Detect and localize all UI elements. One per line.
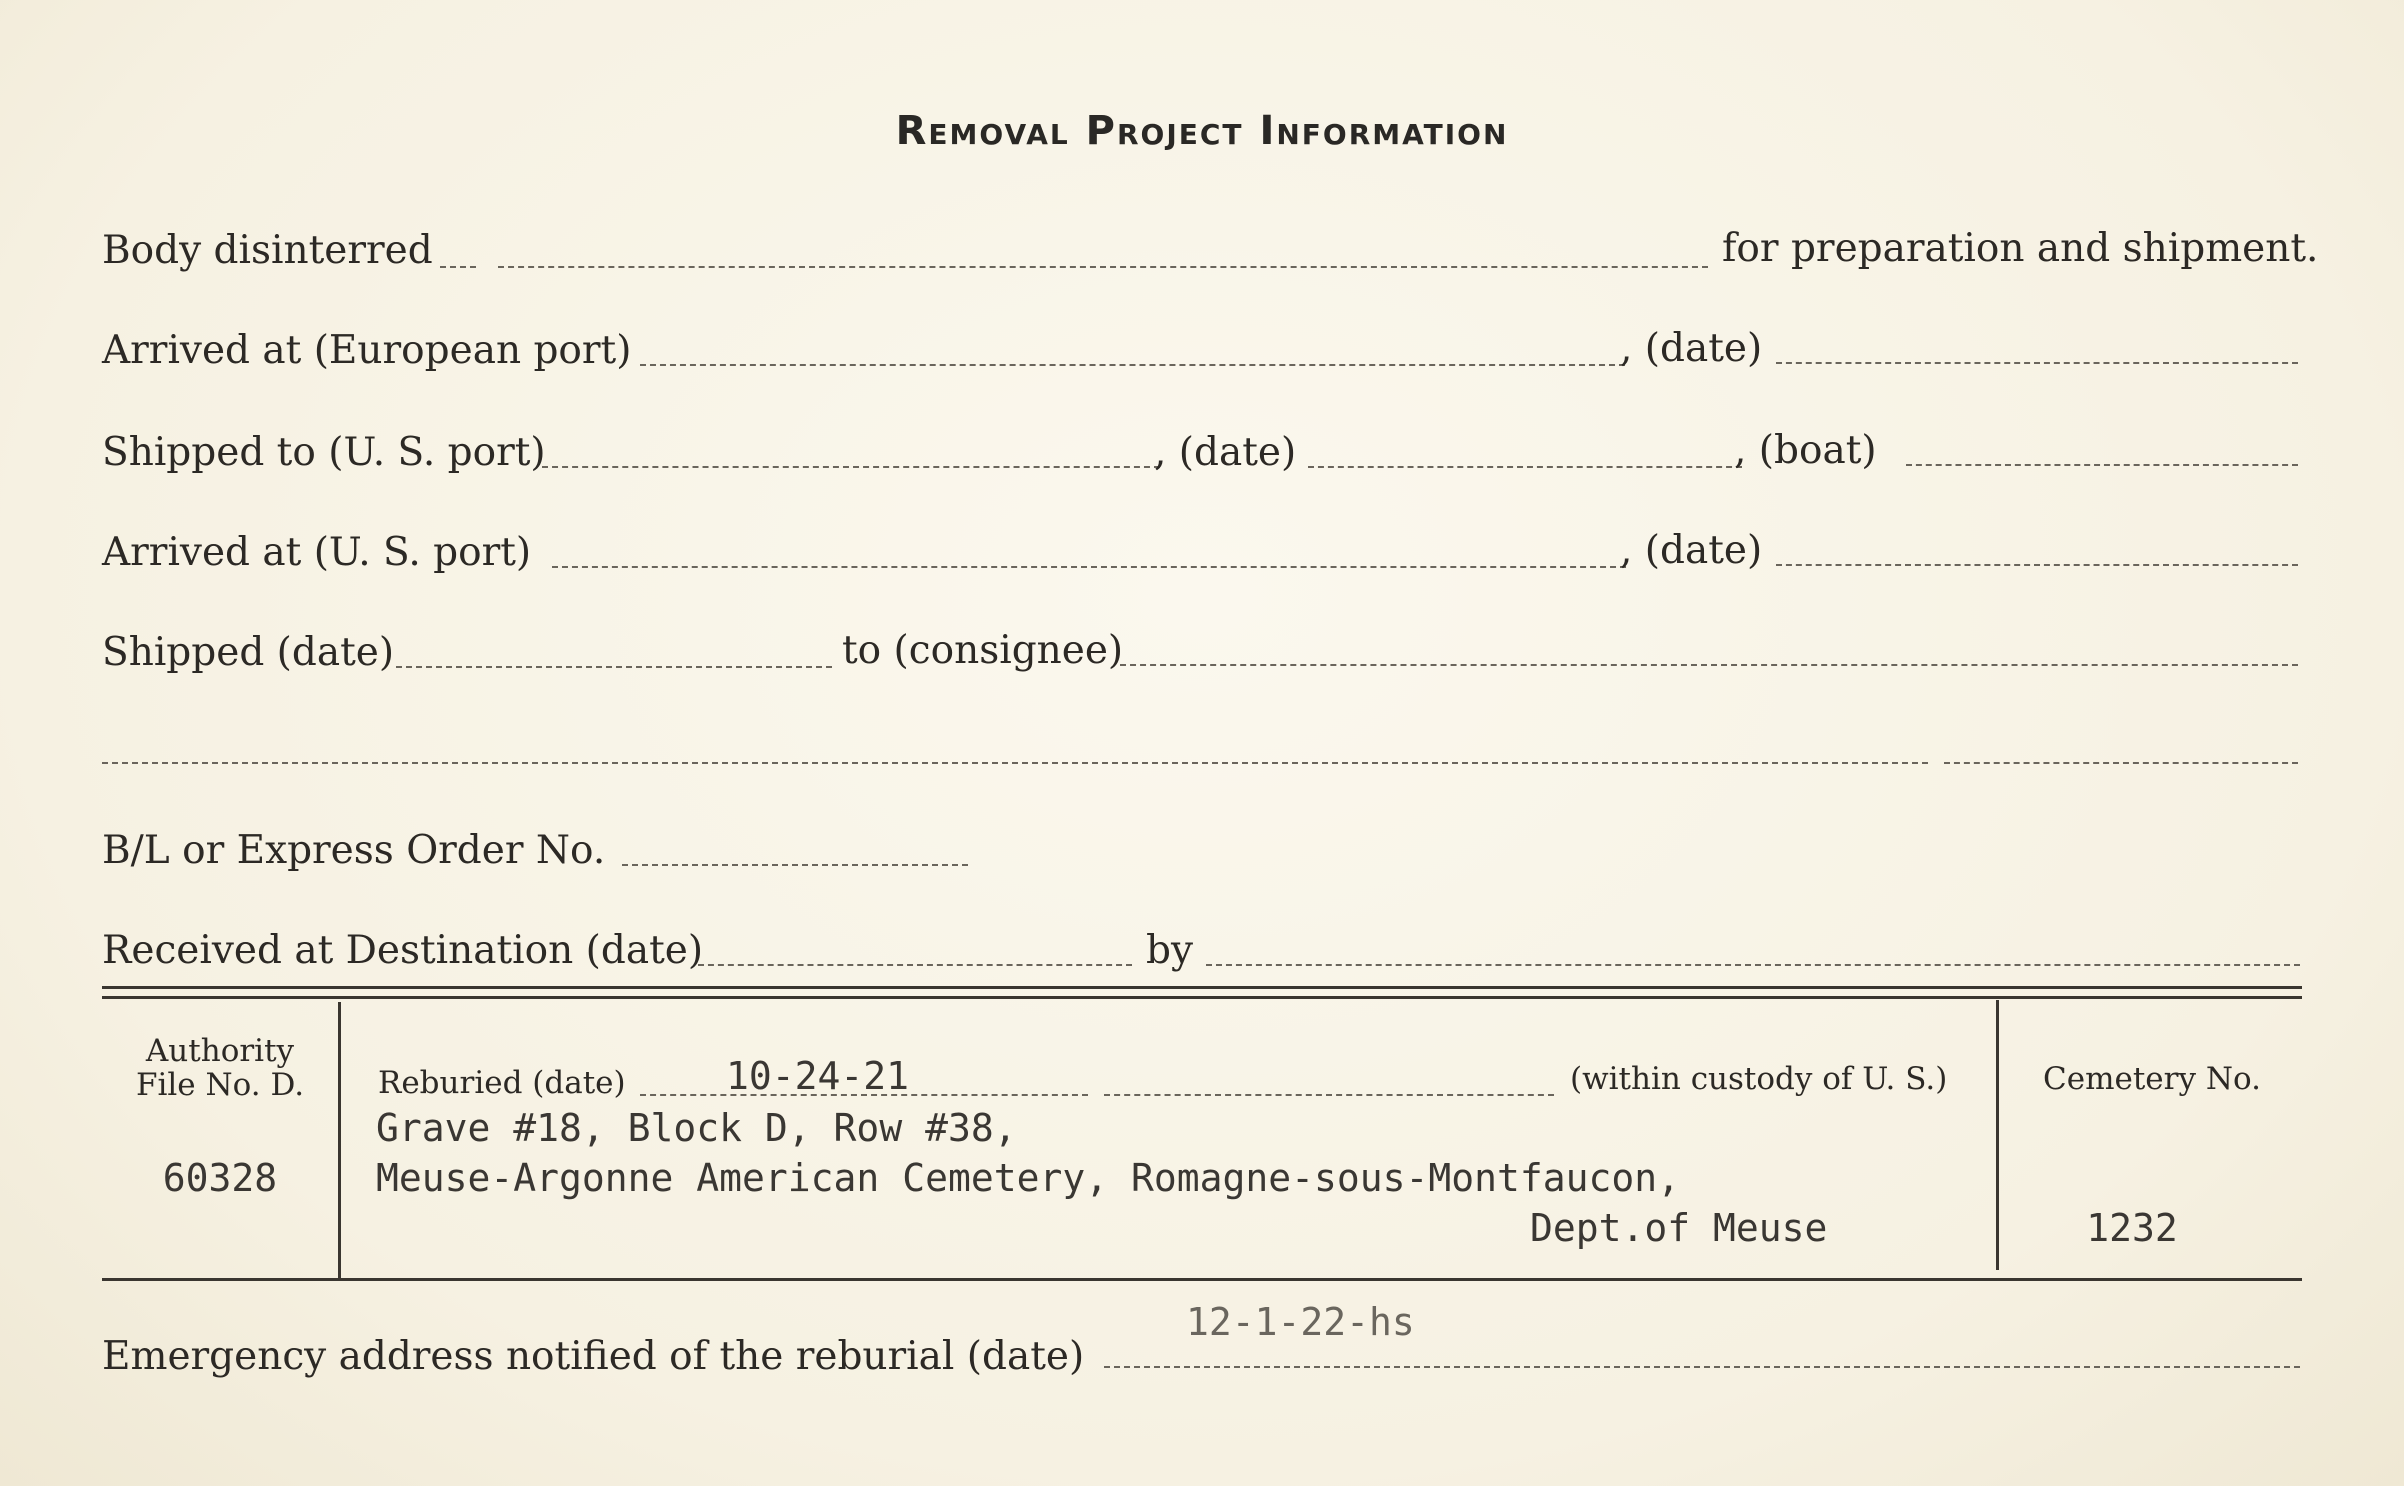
shipped-to-us-line	[542, 466, 1160, 468]
bl-express-label: B/L or Express Order No.	[102, 828, 606, 873]
arrived-european-line	[640, 364, 1625, 366]
emergency-label: Emergency address notified of the reburial (date)	[102, 1334, 1085, 1379]
consignee-line	[1120, 664, 2298, 666]
body-disinterred-line-a	[440, 266, 476, 268]
boat-line	[1906, 464, 2298, 466]
authority-label-line2: File No. D.	[135, 1067, 305, 1103]
shipped-to-us-label: Shipped to (U. S. port)	[102, 430, 546, 475]
cemetery-no-label: Cemetery No.	[2043, 1061, 2261, 1097]
authority-label-line1: Authority	[145, 1033, 295, 1069]
arrived-us-date-label: , (date)	[1620, 528, 1763, 573]
boat-label: , (boat)	[1734, 428, 1877, 473]
arrived-us-date-line	[1776, 564, 2298, 566]
blank-line-a	[102, 762, 1928, 764]
table-divider-left	[338, 1002, 341, 1278]
emergency-date-value: 12-1-22-hs	[1186, 1300, 1415, 1344]
received-destination-line	[698, 964, 1132, 966]
arrived-european-date-line	[1776, 362, 2298, 364]
table-top-rule-1	[102, 986, 2302, 989]
shipped-to-us-date-label: , (date)	[1154, 430, 1297, 475]
reburied-date-line-b	[1104, 1094, 1554, 1096]
by-label: by	[1146, 928, 1193, 973]
custody-label: (within custody of U. S.)	[1570, 1061, 1948, 1097]
table-divider-right	[1996, 1000, 1999, 1270]
received-destination-label: Received at Destination (date)	[102, 928, 704, 973]
grave-line: Grave #18, Block D, Row #38,	[376, 1106, 1017, 1150]
shipped-date-label: Shipped (date)	[102, 630, 395, 675]
arrived-us-label: Arrived at (U. S. port)	[102, 530, 532, 575]
by-line	[1206, 964, 2300, 966]
emergency-line	[1104, 1366, 2300, 1368]
cemetery-line: Meuse-Argonne American Cemetery, Romagne-sous-Montfaucon,	[376, 1156, 1681, 1200]
to-consignee-label: to (consignee)	[842, 628, 1124, 673]
authority-file-number: 60328	[162, 1156, 278, 1200]
arrived-european-label: Arrived at (European port)	[102, 328, 632, 373]
reburied-date-value: 10-24-21	[726, 1054, 910, 1098]
body-disinterred-label: Body disinterred	[102, 228, 433, 273]
shipped-to-us-date-line	[1308, 466, 1742, 468]
reburied-label: Reburied (date)	[378, 1065, 626, 1101]
card-title: Removal Project Information	[895, 108, 1509, 154]
table-bottom-rule	[102, 1278, 2302, 1281]
for-preparation-label: for preparation and shipment.	[1722, 226, 2319, 271]
table-top-rule-2	[102, 996, 2302, 999]
blank-line-b	[1944, 762, 2298, 764]
body-disinterred-line-b	[498, 266, 1708, 268]
cemetery-no-value: 1232	[2086, 1206, 2178, 1250]
arrived-us-line	[552, 566, 1626, 568]
dept-line: Dept.of Meuse	[1530, 1206, 1828, 1250]
shipped-date-line	[396, 666, 832, 668]
arrived-european-date-label: , (date)	[1620, 326, 1763, 371]
bl-express-line	[622, 864, 968, 866]
